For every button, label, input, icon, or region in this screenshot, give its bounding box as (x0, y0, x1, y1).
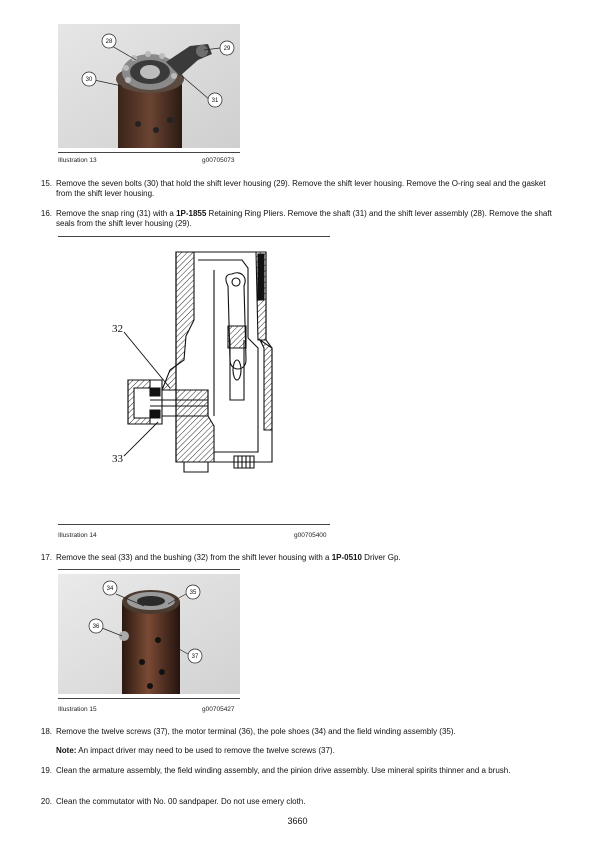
svg-text:28: 28 (105, 39, 113, 45)
callout-33: 33 (112, 453, 123, 465)
svg-text:37: 37 (191, 654, 199, 660)
caption-rule (58, 236, 330, 237)
caption-rule (58, 152, 240, 153)
part-number: 1P-0510 (331, 553, 362, 562)
note-label: Note: (56, 746, 77, 755)
callout-32: 32 (112, 323, 123, 335)
svg-text:30: 30 (85, 77, 93, 83)
svg-text:31: 31 (211, 98, 219, 104)
illustration-15-callouts (58, 574, 240, 694)
illustration-15-id: g00705427 (202, 706, 235, 713)
illustration-14-label: Illustration 14 (58, 532, 97, 539)
illustration-15-label: Illustration 15 (58, 706, 97, 713)
part-number: 1P-1855 (176, 209, 207, 218)
caption-rule (58, 698, 240, 699)
svg-text:34: 34 (106, 586, 114, 592)
illustration-13-label: Illustration 13 (58, 157, 97, 164)
note-text: An impact driver may need to be used to remove the twelve screws (37). (76, 746, 335, 755)
note (56, 746, 556, 756)
caption-rule (58, 569, 240, 570)
svg-text:36: 36 (92, 624, 100, 630)
illustration-14-id: g00705400 (294, 532, 327, 539)
illustration-13-callouts (58, 24, 240, 148)
svg-text:29: 29 (223, 46, 231, 52)
illustration-14-drawing (58, 240, 330, 522)
caption-rule (58, 524, 330, 525)
svg-text:35: 35 (189, 590, 197, 596)
page-number: 3660 (287, 816, 308, 826)
illustration-13-id: g00705073 (202, 157, 235, 164)
